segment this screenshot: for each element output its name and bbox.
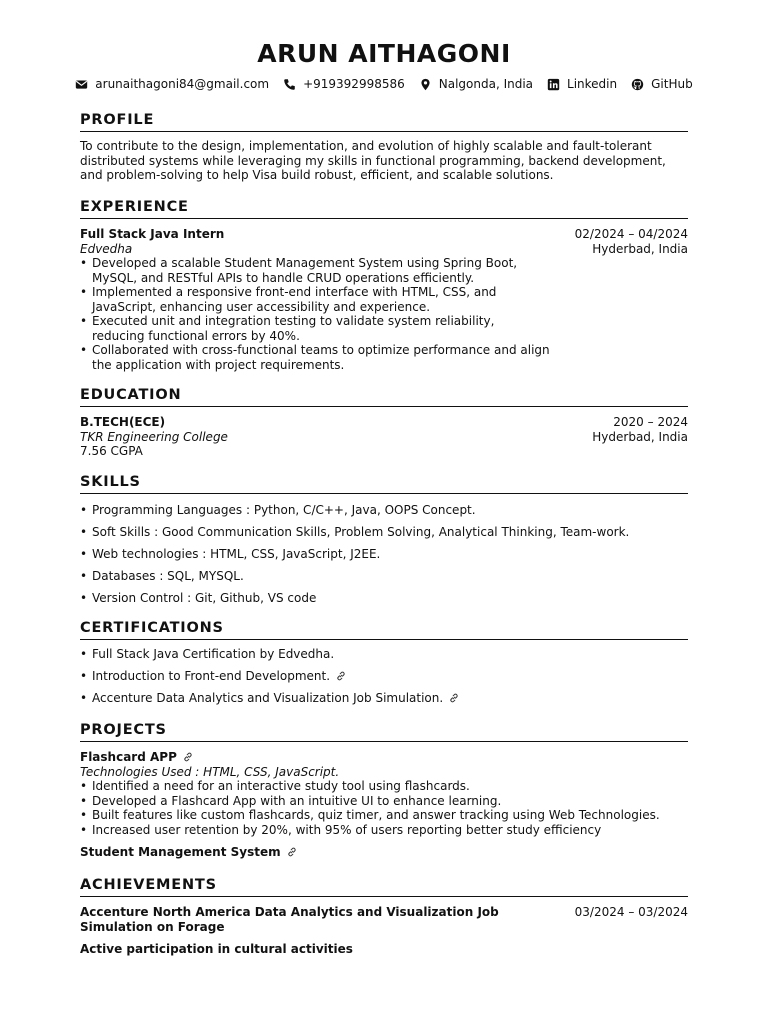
skills-list — [80, 503, 688, 606]
github-icon — [631, 78, 644, 91]
contact-phone[interactable] — [283, 77, 405, 92]
list-item: • Version Control : Git, Github, VS code — [80, 591, 688, 606]
link-icon[interactable] — [287, 847, 297, 857]
list-item: • Developed a scalable Student Management System using Spring Boot, MySQL, and RESTful APIs to handle CRUD operations efficiently. — [80, 256, 550, 285]
section-heading: ACHIEVEMENTS — [80, 877, 688, 897]
github-text: GitHub — [651, 77, 693, 91]
contact-github[interactable] — [631, 77, 693, 92]
contact-linkedin[interactable] — [547, 77, 617, 92]
contact-location — [419, 77, 533, 92]
resume-page — [80, 0, 693, 956]
link-icon[interactable] — [336, 671, 346, 681]
school-name: TKR Engineering College — [80, 429, 228, 444]
linkedin-icon — [547, 78, 560, 91]
achievement-title: Active participation in cultural activities — [80, 942, 353, 956]
certifications-list — [80, 647, 688, 706]
phone-text: +919392998586 — [303, 77, 405, 91]
education-dates: 2020 – 2024 — [613, 415, 688, 429]
grade: 7.56 CGPA — [80, 444, 143, 458]
job-dates: 02/2024 – 04/2024 — [574, 227, 688, 241]
achievement-title: Accenture North America Data Analytics and Visualization Job Simulation on Forage — [80, 905, 499, 934]
contact-email[interactable] — [75, 77, 269, 92]
link-icon[interactable] — [183, 752, 193, 762]
project-name: Student Management System — [80, 845, 281, 859]
list-item: • Databases : SQL, MYSQL. — [80, 569, 688, 584]
profile-text: To contribute to the design, implementation, and evolution of highly scalable and fault-tolerant distributed systems while leveraging my skills in functional programming, backend development, and problem-solving to help Visa build robust, efficient, and scalable solutions. — [80, 139, 666, 182]
list-item: • Implemented a responsive front-end interface with HTML, CSS, and JavaScript, enhancing user accessibility and experience. — [80, 285, 550, 314]
location-pin-icon — [419, 78, 432, 91]
education-section — [80, 387, 688, 459]
list-item: • Soft Skills : Good Communication Skills, Problem Solving, Analytical Thinking, Team-work. — [80, 525, 688, 540]
job-title: Full Stack Java Intern — [80, 227, 225, 241]
experience-bullets — [80, 256, 550, 372]
list-item: • Executed unit and integration testing to validate system reliability, reducing functional errors by 40%. — [80, 314, 550, 343]
linkedin-text: Linkedin — [567, 77, 618, 91]
experience-section — [80, 199, 688, 372]
list-item: • Identified a need for an interactive study tool using flashcards. — [80, 779, 688, 794]
project-tech: Technologies Used : HTML, CSS, JavaScript. — [80, 764, 340, 779]
link-icon[interactable] — [449, 693, 459, 703]
list-item: • Accenture Data Analytics and Visualization Job Simulation. — [80, 691, 688, 706]
list-item: • Developed a Flashcard App with an intuitive UI to enhance learning. — [80, 794, 688, 809]
projects-section — [80, 722, 688, 860]
section-heading: PROJECTS — [80, 722, 688, 742]
list-item: • Collaborated with cross-functional teams to optimize performance and align the application with project requirements. — [80, 343, 550, 372]
list-item: • Web technologies : HTML, CSS, JavaScript, J2EE. — [80, 547, 688, 562]
list-item: • Full Stack Java Certification by Edvedha. — [80, 647, 688, 662]
skills-section — [80, 474, 688, 613]
contact-bar — [80, 77, 693, 92]
list-item: • Increased user retention by 20%, with 95% of users reporting better study efficiency — [80, 823, 688, 838]
section-heading: PROFILE — [80, 112, 688, 132]
list-item: • Introduction to Front-end Development. — [80, 669, 688, 684]
list-item: • Built features like custom flashcards, quiz timer, and answer tracking using Web Technologies. — [80, 808, 688, 823]
mail-icon — [75, 78, 88, 91]
achievement-dates: 03/2024 – 03/2024 — [574, 905, 688, 919]
email-text: arunaithagoni84@gmail.com — [95, 77, 270, 91]
profile-section — [80, 112, 688, 183]
list-item: • Programming Languages : Python, C/C++, Java, OOPS Concept. — [80, 503, 688, 518]
section-heading: CERTIFICATIONS — [80, 620, 688, 640]
job-location: Hyderbad, India — [592, 241, 688, 256]
project-name: Flashcard APP — [80, 750, 177, 764]
degree: B.TECH(ECE) — [80, 415, 166, 429]
section-heading: EXPERIENCE — [80, 199, 688, 219]
candidate-name: ARUN AITHAGONI — [257, 39, 511, 68]
location-text: Nalgonda, India — [438, 77, 534, 91]
section-heading: SKILLS — [80, 474, 688, 494]
project-bullets — [80, 779, 688, 837]
phone-icon — [283, 78, 296, 91]
section-heading: EDUCATION — [80, 387, 688, 407]
company-name: Edvedha — [80, 241, 133, 256]
achievements-section — [80, 877, 688, 957]
education-location: Hyderbad, India — [592, 429, 688, 444]
certifications-section — [80, 620, 688, 713]
